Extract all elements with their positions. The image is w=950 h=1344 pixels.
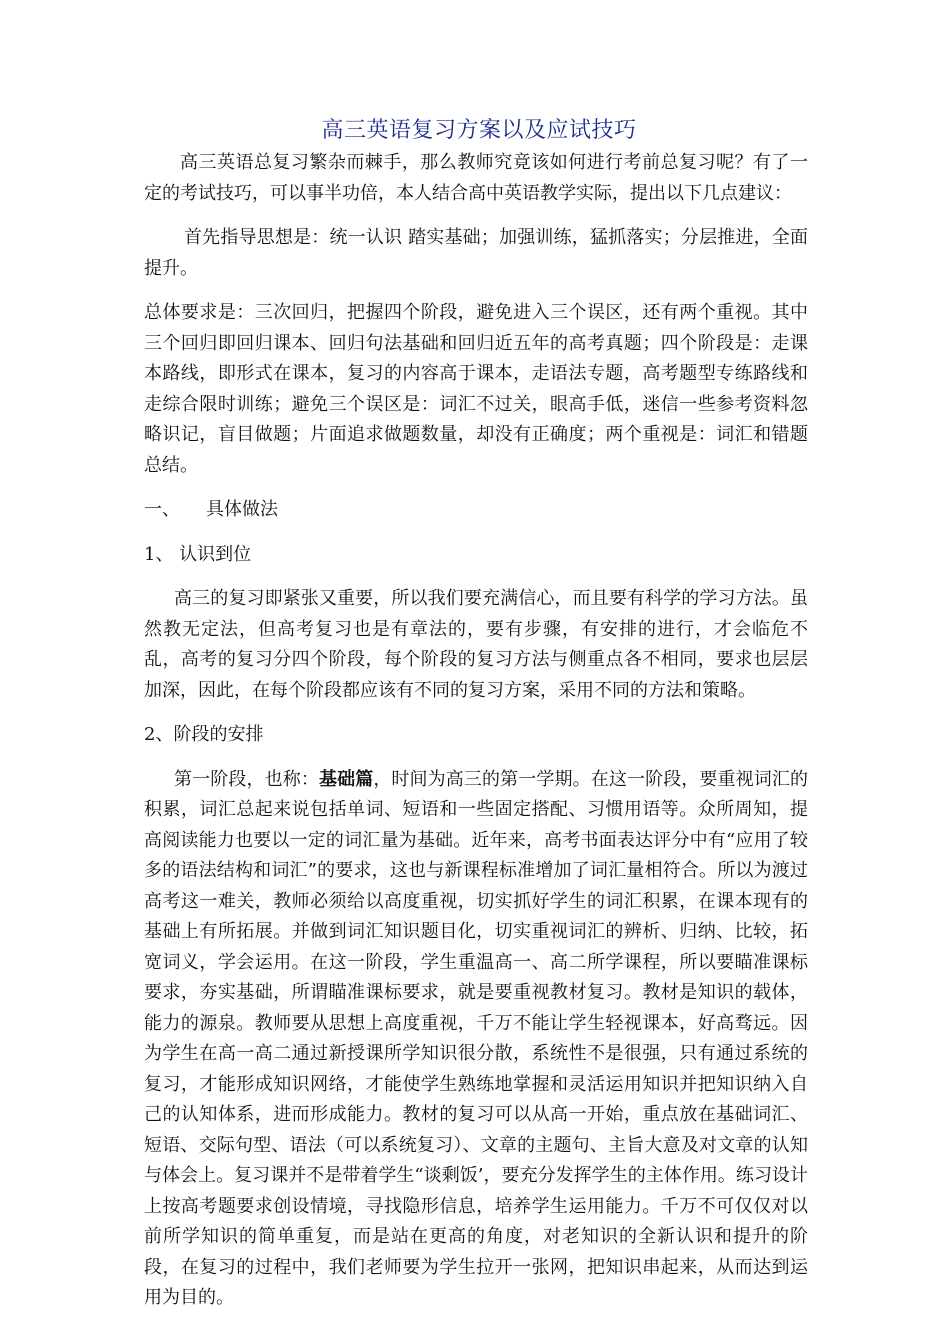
stage-one-body: ，时间为高三的第一学期。在这一阶段，要重视词汇的积累，词汇总起来说包括单词、短语和一些固定搭配、习惯用语等。众所周知，提高阅读能力也要以一定的词汇量为基础。近年来，高考书面表达评分中有“应用了较多的语法结构和词汇”的要求，这也与新课程标准增加了词汇量相符合。所以为渡过高考这一难关，教师必须给以高度重视，切实抓好学生的词汇积累，在课本现有的基础上有所拓展。并做到词汇知识题目化，切实重视词汇的辨析、归纳、比较，拓宽词义，学会运用。在这一阶段，学生重温高一、高二所学课程，所以要瞄准课标要求，夯实基础，所谓瞄准课标要求，就是要重视教材复习。教材是知识的载体，能力的源泉。教师要从思想上高度重视，千万不能让学生轻视课本，好高骛远。因为学生在高一高二通过新授课所学知识很分散，系统性不是很强，只有通过系统的复习，才能形成知识网络，才能使学生熟练地掌握和灵活运用知识并把知识纳入自己的认知体系，进而形成能力。教材的复习可以从高一开始，重点放在基础词汇、短语、交际句型、语法（可以系统复习）、文章的主题句、主旨大意及对文章的认知与体会上。复习课并不是带着学生“谈剩饭’，要充分发挥学生的主体作用。练习设计上按高考题要求创设情境，寻找隐形信息，培养学生运用能力。千万不可仅仅对以前所学知识的简单重复，而是站在更高的角度，对老知识的全新认识和提升的阶段，在复习的过程中，我们老师要为学生拉开一张网，把知识串起来，从而达到运用为目的。 <box>144 768 809 1308</box>
section-heading <box>144 495 808 526</box>
awareness-paragraph: 高三的复习即紧张又重要，所以我们要充满信心，而且要有科学的学习方法。虽然教无定法，但高考复习也是有章法的，要有步骤，有安排的进行，才会临危不乱，高考的复习分四个阶段，每个阶段的复习方法与侧重点各不相同，要求也层层加深，因此，在每个阶段都应该有不同的复习方案，采用不同的方法和策略。 <box>144 588 808 701</box>
stage-one-lead: 第一阶段，也称： <box>174 768 319 790</box>
intro-paragraph: 高三英语总复习繁杂而棘手，那么教师究竟该如何进行考前总复习呢？有了一定的考试技巧，可以事半功倍，本人结合高中英语教学实际，提出以下几点建议： <box>144 152 808 204</box>
subheading-stages: 2、阶段的安排 <box>144 724 264 745</box>
document-title: 高三英语复习方案以及应试技巧 <box>321 118 637 143</box>
section-number: 一、 <box>144 499 180 520</box>
stage-one-paragraph <box>144 765 808 1314</box>
overall-requirements-paragraph: 总体要求是：三次回归，把握四个阶段，避免进入三个误区，还有两个重视。其中三个回归即回归课本、回归句法基础和回归近五年的高考真题；四个阶段是：走课本路线，即形式在课本，复习的内容高于课本，走语法专题，高考题型专练路线和走综合限时训练；避免三个误区是：词汇不过关，眼高手低，迷信一些参考资料忽略识记，盲目做题；片面追求做题数量，却没有正确度；两个重视是：词汇和错题总结。 <box>144 302 808 476</box>
section-label: 具体做法 <box>206 499 278 520</box>
subheading-awareness: 1、 认识到位 <box>144 543 252 565</box>
stage-one-bold-term: 基础篇 <box>318 768 374 790</box>
document-page <box>144 114 808 1314</box>
guiding-principle-paragraph: 首先指导思想是：统一认识 踏实基础；加强训练，猛抓落实；分层推进，全面提升。 <box>144 227 808 279</box>
